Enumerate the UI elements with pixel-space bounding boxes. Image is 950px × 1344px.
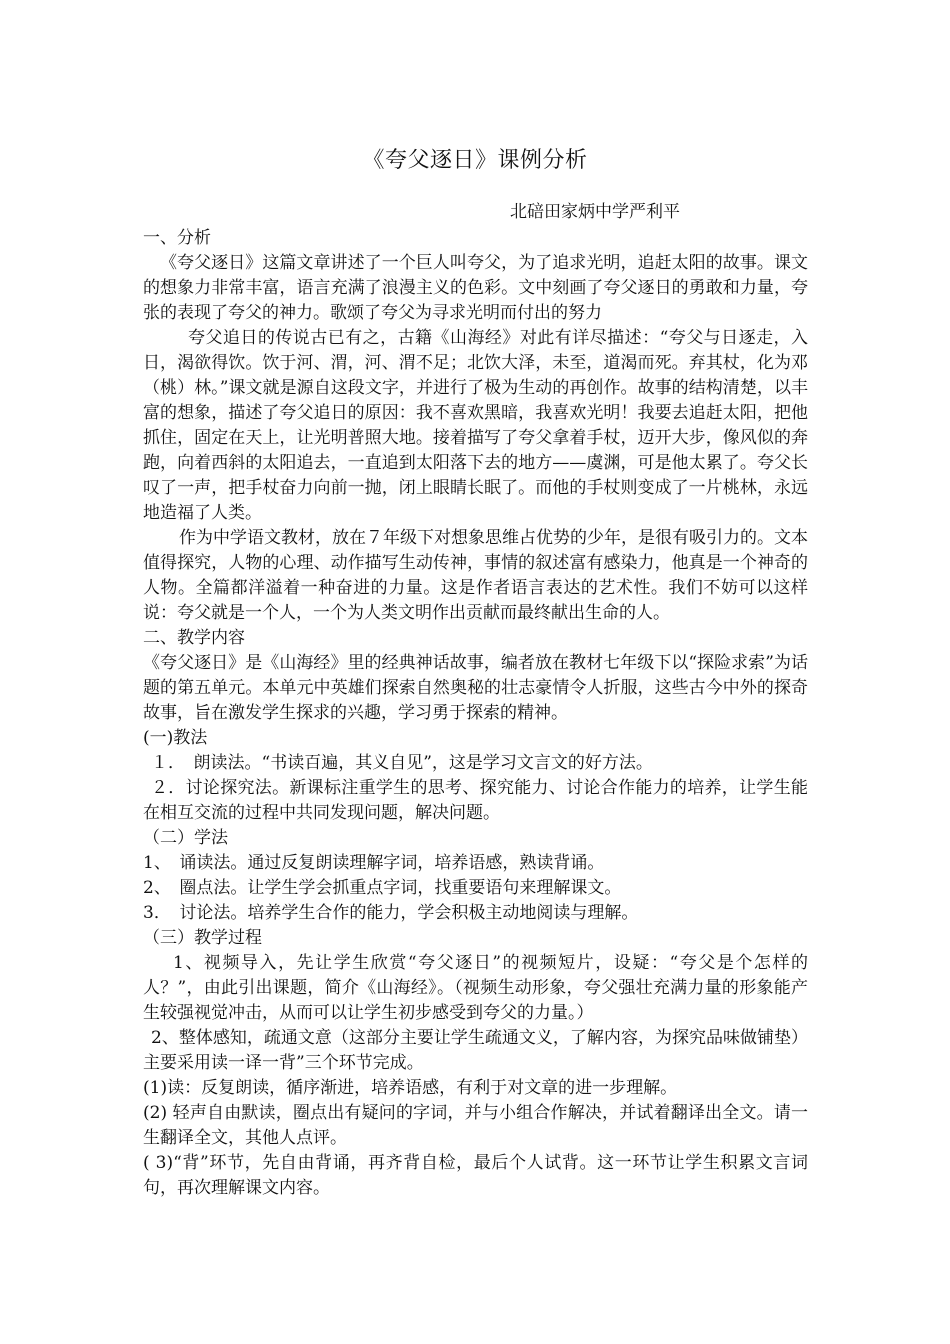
subheading-process: （三）教学过程: [143, 928, 262, 948]
paragraph-legend: 夸父追日的传说古已有之，古籍《山海经》对此有详尽描述：“夸父与日逐走，入日，渴欲得饮。饮于河、渭，河、渭不足；北饮大泽，未至，道渴而死。弃其杖，化为邓（桃）林。”课文就是源自这段文字，并进行了极为生动的再创作。故事的结构清楚，以丰富的想象，描述了夸父追日的原因：我不喜欢黑暗，我喜欢光明！我要去追赶太阳，把他抓住，固定在天上，让光明普照大地。接着描写了夸父拿着手杖，迈开大步，像风似的奔跑，向着西斜的太阳追去，一直追到太阳落下去的地方——虞渊，可是他太累了。夸父长叹了一声，把手杖奋力向前一抛，闭上眼睛长眠了。而他的手杖则变成了一片桃林，永远地造福了人类。: [143, 328, 808, 523]
list-item: 3． 讨论法。培养学生合作的能力，学会积极主动地阅读与理解。: [143, 903, 639, 923]
document-body: [143, 226, 808, 1201]
list-item: (1)读：反复朗读，循序渐进，培养语感，有利于对文章的进一步理解。: [143, 1078, 678, 1098]
section-heading-content: 二、教学内容: [143, 628, 245, 648]
list-item: ( 3)“背”环节，先自由背诵，再齐背自检，最后个人试背。这一环节让学生积累文言词句，再次理解课文内容。: [143, 1153, 808, 1198]
paragraph-process-2: 2、整体感知，疏通文意（这部分主要让学生疏通文义，了解内容，为探究品味做铺垫）主要采用读一译一背”三个环节完成。: [143, 1028, 808, 1073]
list-item: 1、 诵读法。通过反复朗读理解字词，培养语感，熟读背诵。: [143, 853, 605, 873]
author-line: 北碚田家炳中学严利平: [510, 202, 680, 222]
section-heading-analysis: 一、分析: [143, 228, 211, 248]
list-item: 2、 圈点法。让学生学会抓重点字词，找重要语句来理解课文。: [143, 878, 622, 898]
list-item: (2) 轻声自由默读，圈点出有疑问的字词，并与小组合作解决，并试着翻译出全文。请一生翻译全文，其他人点评。: [143, 1103, 808, 1148]
document-title: 《夸父逐日》课例分析: [362, 148, 588, 173]
list-item: １． 朗读法。“书读百遍，其义自见”，这是学习文言文的好方法。: [151, 753, 653, 773]
list-item: ２．讨论探究法。新课标注重学生的思考、探究能力、讨论合作能力的培养，让学生能在相互交流的过程中共同发现问题，解决问题。: [143, 778, 808, 823]
paragraph-process-1: 1、视频导入，先让学生欣赏“夸父逐日”的视频短片，设疑：“夸父是个怎样的人？”，由此引出课题，简介《山海经》。（视频生动形象，夸父强壮充满力量的形象能产生较强视觉冲击，从而可以让学生初步感受到夸父的力量。）: [143, 953, 808, 1023]
paragraph-content: 《夸父逐日》是《山海经》里的经典神话故事，编者放在教材七年级下以“探险求索”为话题的第五单元。本单元中英雄们探索自然奥秘的壮志豪情令人折服，这些古今中外的探奇故事，旨在激发学生探求的兴趣，学习勇于探索的精神。: [143, 653, 808, 723]
paragraph-textbook: 作为中学语文教材，放在７年级下对想象思维占优势的少年，是很有吸引力的。文本值得探究，人物的心理、动作描写生动传神，事情的叙述富有感染力，他真是一个神奇的人物。全篇都洋溢着一种奋进的力量。这是作者语言表达的艺术性。我们不妨可以这样说：夸父就是一个人，一个为人类文明作出贡献而最终献出生命的人。: [143, 528, 808, 623]
paragraph-intro: 《夸父逐日》这篇文章讲述了一个巨人叫夸父，为了追求光明，追赶太阳的故事。课文的想象力非常丰富，语言充满了浪漫主义的色彩。文中刻画了夸父逐日的勇敢和力量，夸张的表现了夸父的神力。歌颂了夸父为寻求光明而付出的努力: [143, 253, 808, 323]
subheading-learning-method: （二）学法: [143, 828, 228, 848]
subheading-teaching-method: (一)教法: [143, 728, 208, 748]
